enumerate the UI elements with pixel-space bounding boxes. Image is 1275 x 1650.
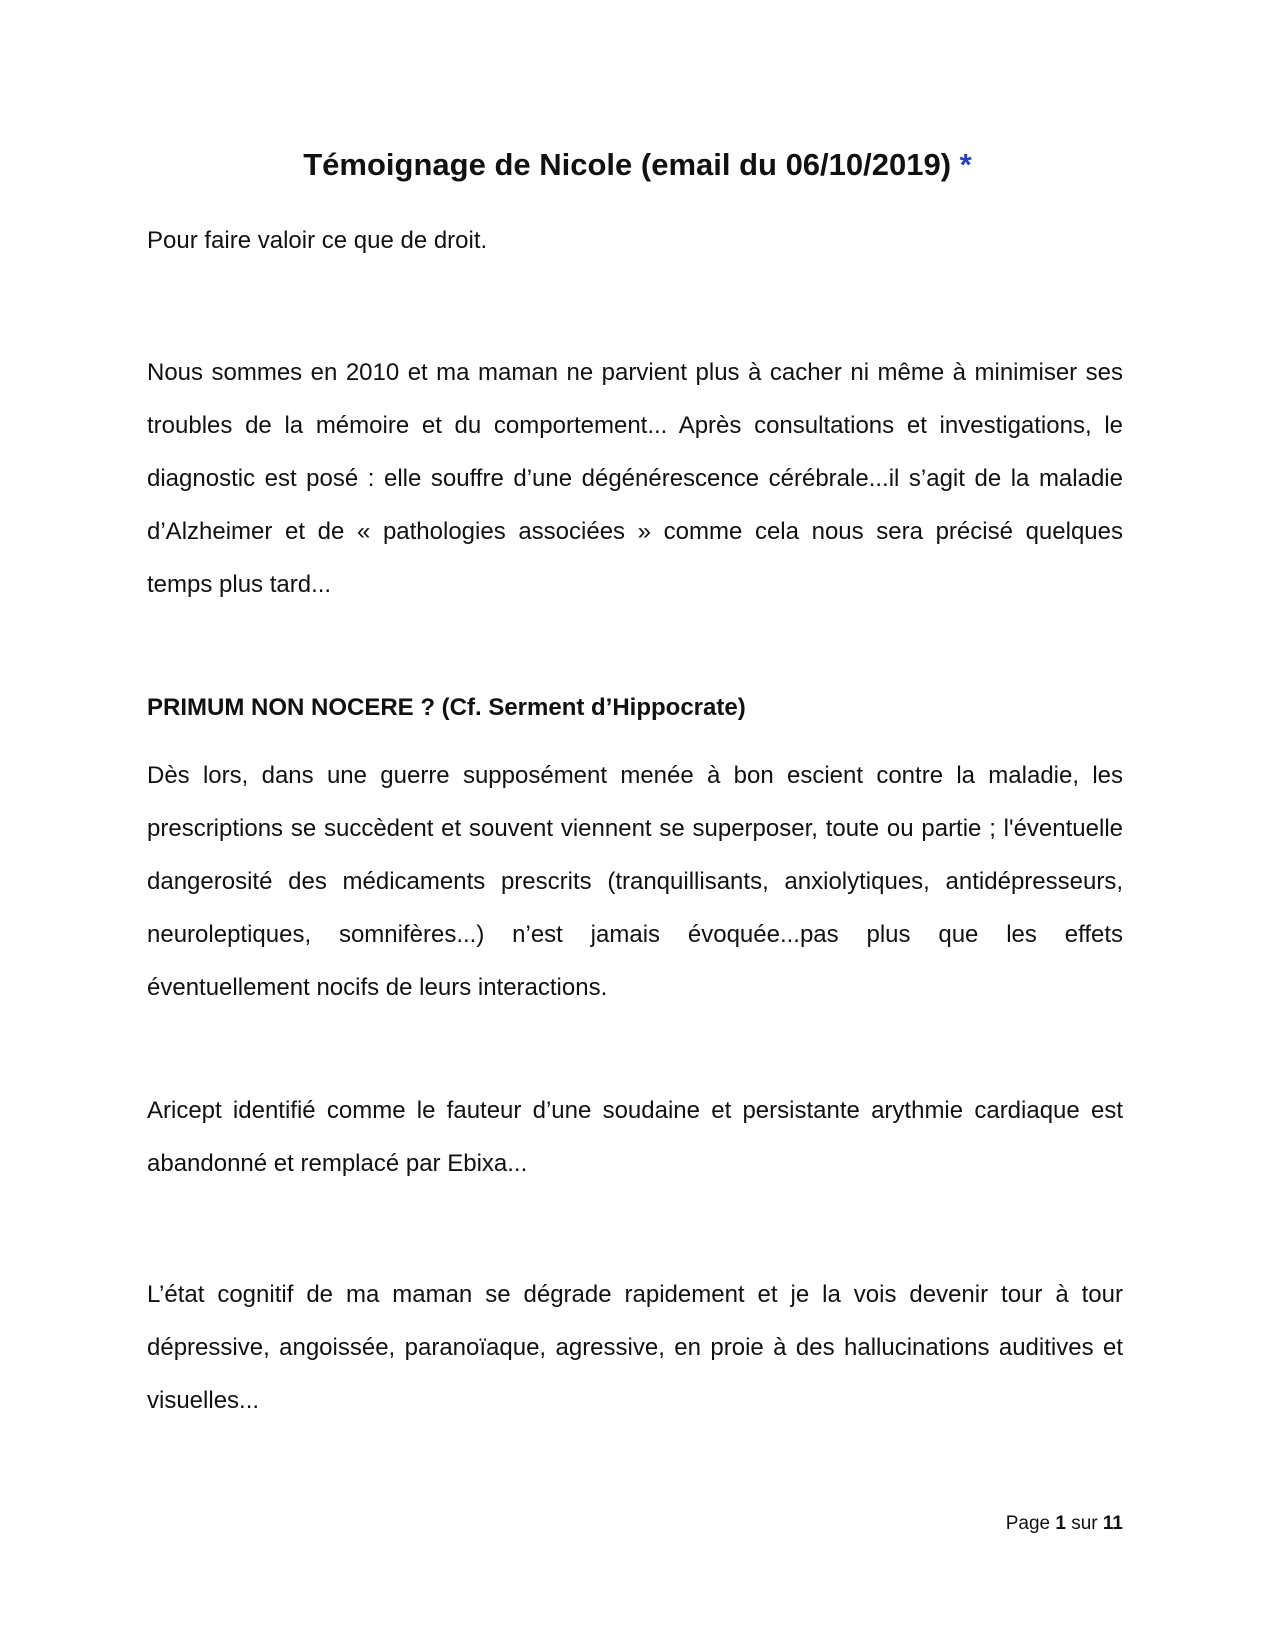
title-asterisk: *	[959, 147, 972, 182]
aricept-paragraph: Aricept identifié comme le fauteur d’une soudaine et persistante arythmie cardiaque est abandonné et remplacé par Ebixa...	[147, 1097, 1123, 1177]
document-title	[0, 145, 1275, 185]
page-label: Page	[1005, 1513, 1051, 1534]
title-text: Témoignage de Nicole (email du 06/10/2019)	[303, 147, 952, 182]
page-total: 11	[1102, 1513, 1123, 1534]
cognitive-state-paragraph: L’état cognitif de ma maman se dégrade rapidement et je la vois devenir tour à tour dépressive, angoissée, paranoïaque, agressive, en proie à des hallucinations auditives et visuelles...	[147, 1281, 1123, 1414]
of-label: sur	[1071, 1513, 1098, 1534]
page-number: 1	[1055, 1513, 1066, 1534]
intro-paragraph: Pour faire valoir ce que de droit.	[147, 227, 488, 254]
prescriptions-paragraph: Dès lors, dans une guerre supposément menée à bon escient contre la maladie, les prescriptions se succèdent et souvent viennent se superposer, toute ou partie ; l'éventuelle dangerosité des médicaments prescrits (tranquillisants, anxiolytiques, antidépresseurs, neuroleptiques, somnifères...) n’est jamais évoquée...pas plus que les effets éventuellement nocifs de leurs interactions.	[147, 762, 1123, 1001]
page-footer	[900, 1512, 1123, 1536]
diagnosis-paragraph: Nous sommes en 2010 et ma maman ne parvient plus à cacher ni même à minimiser ses troubles de la mémoire et du comportement... Après consultations et investigations, le diagnostic est posé : elle souffre d’une dégénérescence cérébrale...il s’agit de la maladie d’Alzheimer et de « pathologies associées » comme cela nous sera précisé quelques temps plus tard...	[147, 359, 1123, 598]
section-subheading: PRIMUM NON NOCERE ? (Cf. Serment d’Hippocrate)	[147, 694, 746, 721]
